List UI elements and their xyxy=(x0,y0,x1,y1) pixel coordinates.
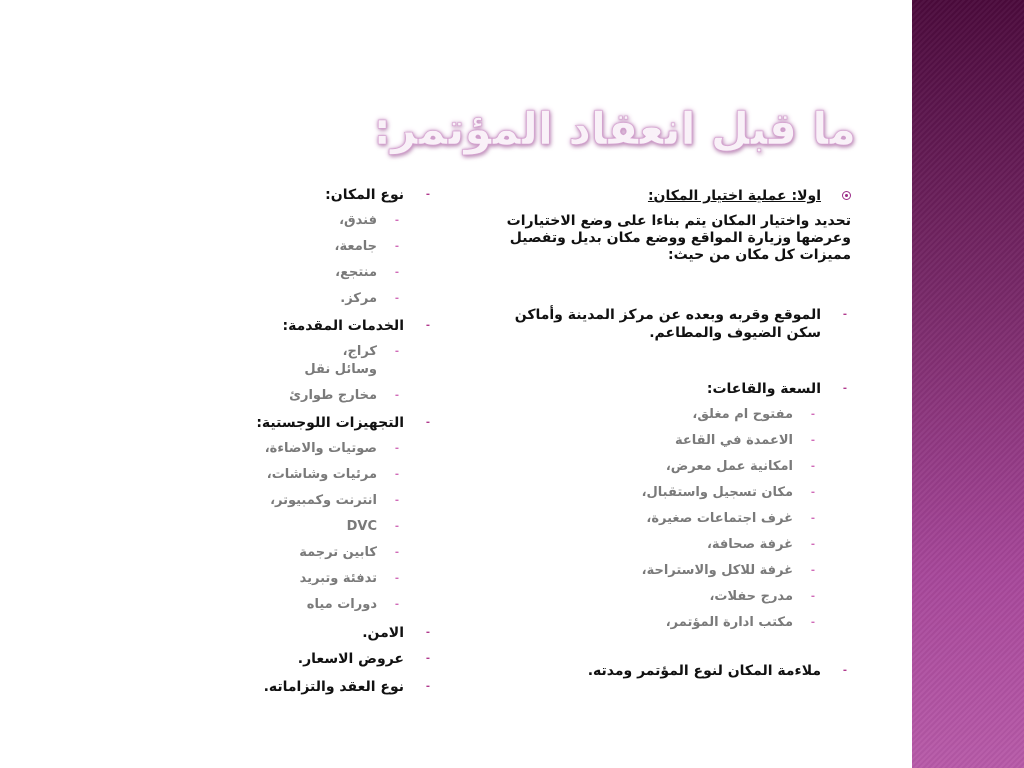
dash-bullet-icon: - xyxy=(394,495,399,506)
dash-bullet-icon: - xyxy=(425,653,430,664)
dash-bullet-icon: - xyxy=(425,681,430,692)
intro-paragraph: تحديد واختيار المكان يتم بناءا على وضع الاختيارات وعرضها وزيارة المواقع ووضع مكان بديل وتفصيل مميزات كل مكان من حيث: xyxy=(506,213,851,263)
capacity-subitem xyxy=(675,432,815,449)
dash-bullet-icon: - xyxy=(394,346,399,357)
logistics-subitem xyxy=(270,492,399,509)
security-item xyxy=(362,624,430,642)
capacity-subitem-text: غرف اجتماعات صغيرة، xyxy=(646,511,793,526)
dash-bullet-icon: - xyxy=(394,390,399,401)
decorative-side-band xyxy=(912,0,1024,768)
logistics-subitem xyxy=(266,466,399,483)
capacity-subitem xyxy=(665,458,815,475)
logistics-subitem-text: DVC xyxy=(346,519,377,534)
capacity-item xyxy=(706,380,847,398)
dash-bullet-icon: - xyxy=(842,383,847,394)
dash-bullet-icon: - xyxy=(394,573,399,584)
dash-bullet-icon: - xyxy=(810,539,815,550)
logistics-subitem-text: انترنت وكمبيوتر، xyxy=(270,493,377,508)
dash-bullet-icon: - xyxy=(810,487,815,498)
dash-bullet-icon: - xyxy=(425,417,430,428)
logistics-subitem xyxy=(346,518,399,535)
capacity-subitem xyxy=(641,484,815,501)
price-offers-text: عروض الاسعار. xyxy=(297,651,404,667)
dash-bullet-icon: - xyxy=(425,627,430,638)
dash-bullet-icon: - xyxy=(810,461,815,472)
circle-bullet-icon xyxy=(842,191,851,200)
logistics-subitem xyxy=(264,440,399,457)
capacity-subitem-text: مكتب ادارة المؤتمر، xyxy=(665,615,793,630)
venue-type-text: نوع المكان: xyxy=(325,187,404,203)
dash-bullet-icon: - xyxy=(810,435,815,446)
location-item xyxy=(501,306,847,342)
section-heading-venue-selection xyxy=(648,185,821,204)
logistics-subitem-text: مرئيات وشاشات، xyxy=(266,467,377,482)
capacity-subitem xyxy=(646,510,815,527)
dash-bullet-icon: - xyxy=(425,320,430,331)
services-subitem xyxy=(304,343,399,379)
location-text: الموقع وقربه وبعده عن مركز المدينة وأماكن سكن الضيوف والمطاعم. xyxy=(514,307,821,341)
venue-subitem xyxy=(340,290,399,307)
dash-bullet-icon: - xyxy=(425,189,430,200)
contract-text: نوع العقد والتزاماته. xyxy=(263,679,404,695)
logistics-subitem xyxy=(306,596,399,613)
contract-item xyxy=(263,678,430,696)
venue-subitem xyxy=(335,264,399,281)
services-item xyxy=(282,317,430,335)
capacity-subitem xyxy=(692,406,815,423)
capacity-subitem xyxy=(665,614,815,631)
capacity-subitem-text: مكان تسجيل واستقبال، xyxy=(641,485,793,500)
venue-subitem xyxy=(334,238,399,255)
dash-bullet-icon: - xyxy=(842,309,847,320)
dash-bullet-icon: - xyxy=(810,565,815,576)
dash-bullet-icon: - xyxy=(842,665,847,676)
services-subitem xyxy=(289,387,399,404)
venue-subitem-text: مركز. xyxy=(340,291,377,306)
dash-bullet-icon: - xyxy=(394,267,399,278)
dash-bullet-icon: - xyxy=(394,215,399,226)
dash-bullet-icon: - xyxy=(394,293,399,304)
venue-subitem xyxy=(339,212,399,229)
fitness-text: ملاءمة المكان لنوع المؤتمر ومدته. xyxy=(587,663,821,679)
logistics-subitem-text: تدفئة وتبريد xyxy=(299,571,377,586)
logistics-text: التجهيزات اللوجستية: xyxy=(256,415,404,431)
dash-bullet-icon: - xyxy=(394,521,399,532)
logistics-subitem-text: دورات مياه xyxy=(306,597,377,612)
capacity-subitem xyxy=(706,536,815,553)
capacity-text: السعة والقاعات: xyxy=(706,381,821,397)
capacity-subitem-text: الاعمدة في القاعة xyxy=(675,433,793,448)
logistics-item xyxy=(256,414,430,432)
dash-bullet-icon: - xyxy=(394,241,399,252)
slide-title: ما قبل انعقاد المؤتمر: xyxy=(373,104,856,155)
heading-text: اولا: عملية اختيار المكان: xyxy=(647,188,821,204)
venue-subitem-text: منتجع، xyxy=(335,265,377,280)
dash-bullet-icon: - xyxy=(394,469,399,480)
capacity-subitem-text: امكانية عمل معرض، xyxy=(665,459,793,474)
dash-bullet-icon: - xyxy=(394,599,399,610)
venue-subitem-text: جامعة، xyxy=(334,239,377,254)
dash-bullet-icon: - xyxy=(810,409,815,420)
venue-type-item xyxy=(325,186,430,204)
logistics-subitem xyxy=(299,544,399,561)
services-subitem-text: مخارج طوارئ xyxy=(289,388,377,403)
capacity-subitem-text: مفتوح ام مغلق، xyxy=(692,407,793,422)
logistics-subitem-text: كابين ترجمة xyxy=(299,545,377,560)
fitness-item xyxy=(587,662,847,680)
services-text: الخدمات المقدمة: xyxy=(282,318,404,334)
security-text: الامن. xyxy=(362,625,404,641)
logistics-subitem xyxy=(299,570,399,587)
capacity-subitem xyxy=(641,562,815,579)
logistics-subitem-text: صوتيات والاضاءة، xyxy=(264,441,377,456)
dash-bullet-icon: - xyxy=(810,513,815,524)
capacity-subitem xyxy=(709,588,815,605)
services-subitem-text: كراج، وسائل نقل xyxy=(304,344,377,377)
dash-bullet-icon: - xyxy=(394,547,399,558)
dash-bullet-icon: - xyxy=(810,617,815,628)
venue-subitem-text: فندق، xyxy=(339,213,377,228)
capacity-subitem-text: غرفة صحافة، xyxy=(706,537,793,552)
dash-bullet-icon: - xyxy=(394,443,399,454)
price-offers-item xyxy=(297,650,430,668)
capacity-subitem-text: غرفة للاكل والاستراحة، xyxy=(641,563,793,578)
capacity-subitem-text: مدرج حفلات، xyxy=(709,589,793,604)
dash-bullet-icon: - xyxy=(810,591,815,602)
